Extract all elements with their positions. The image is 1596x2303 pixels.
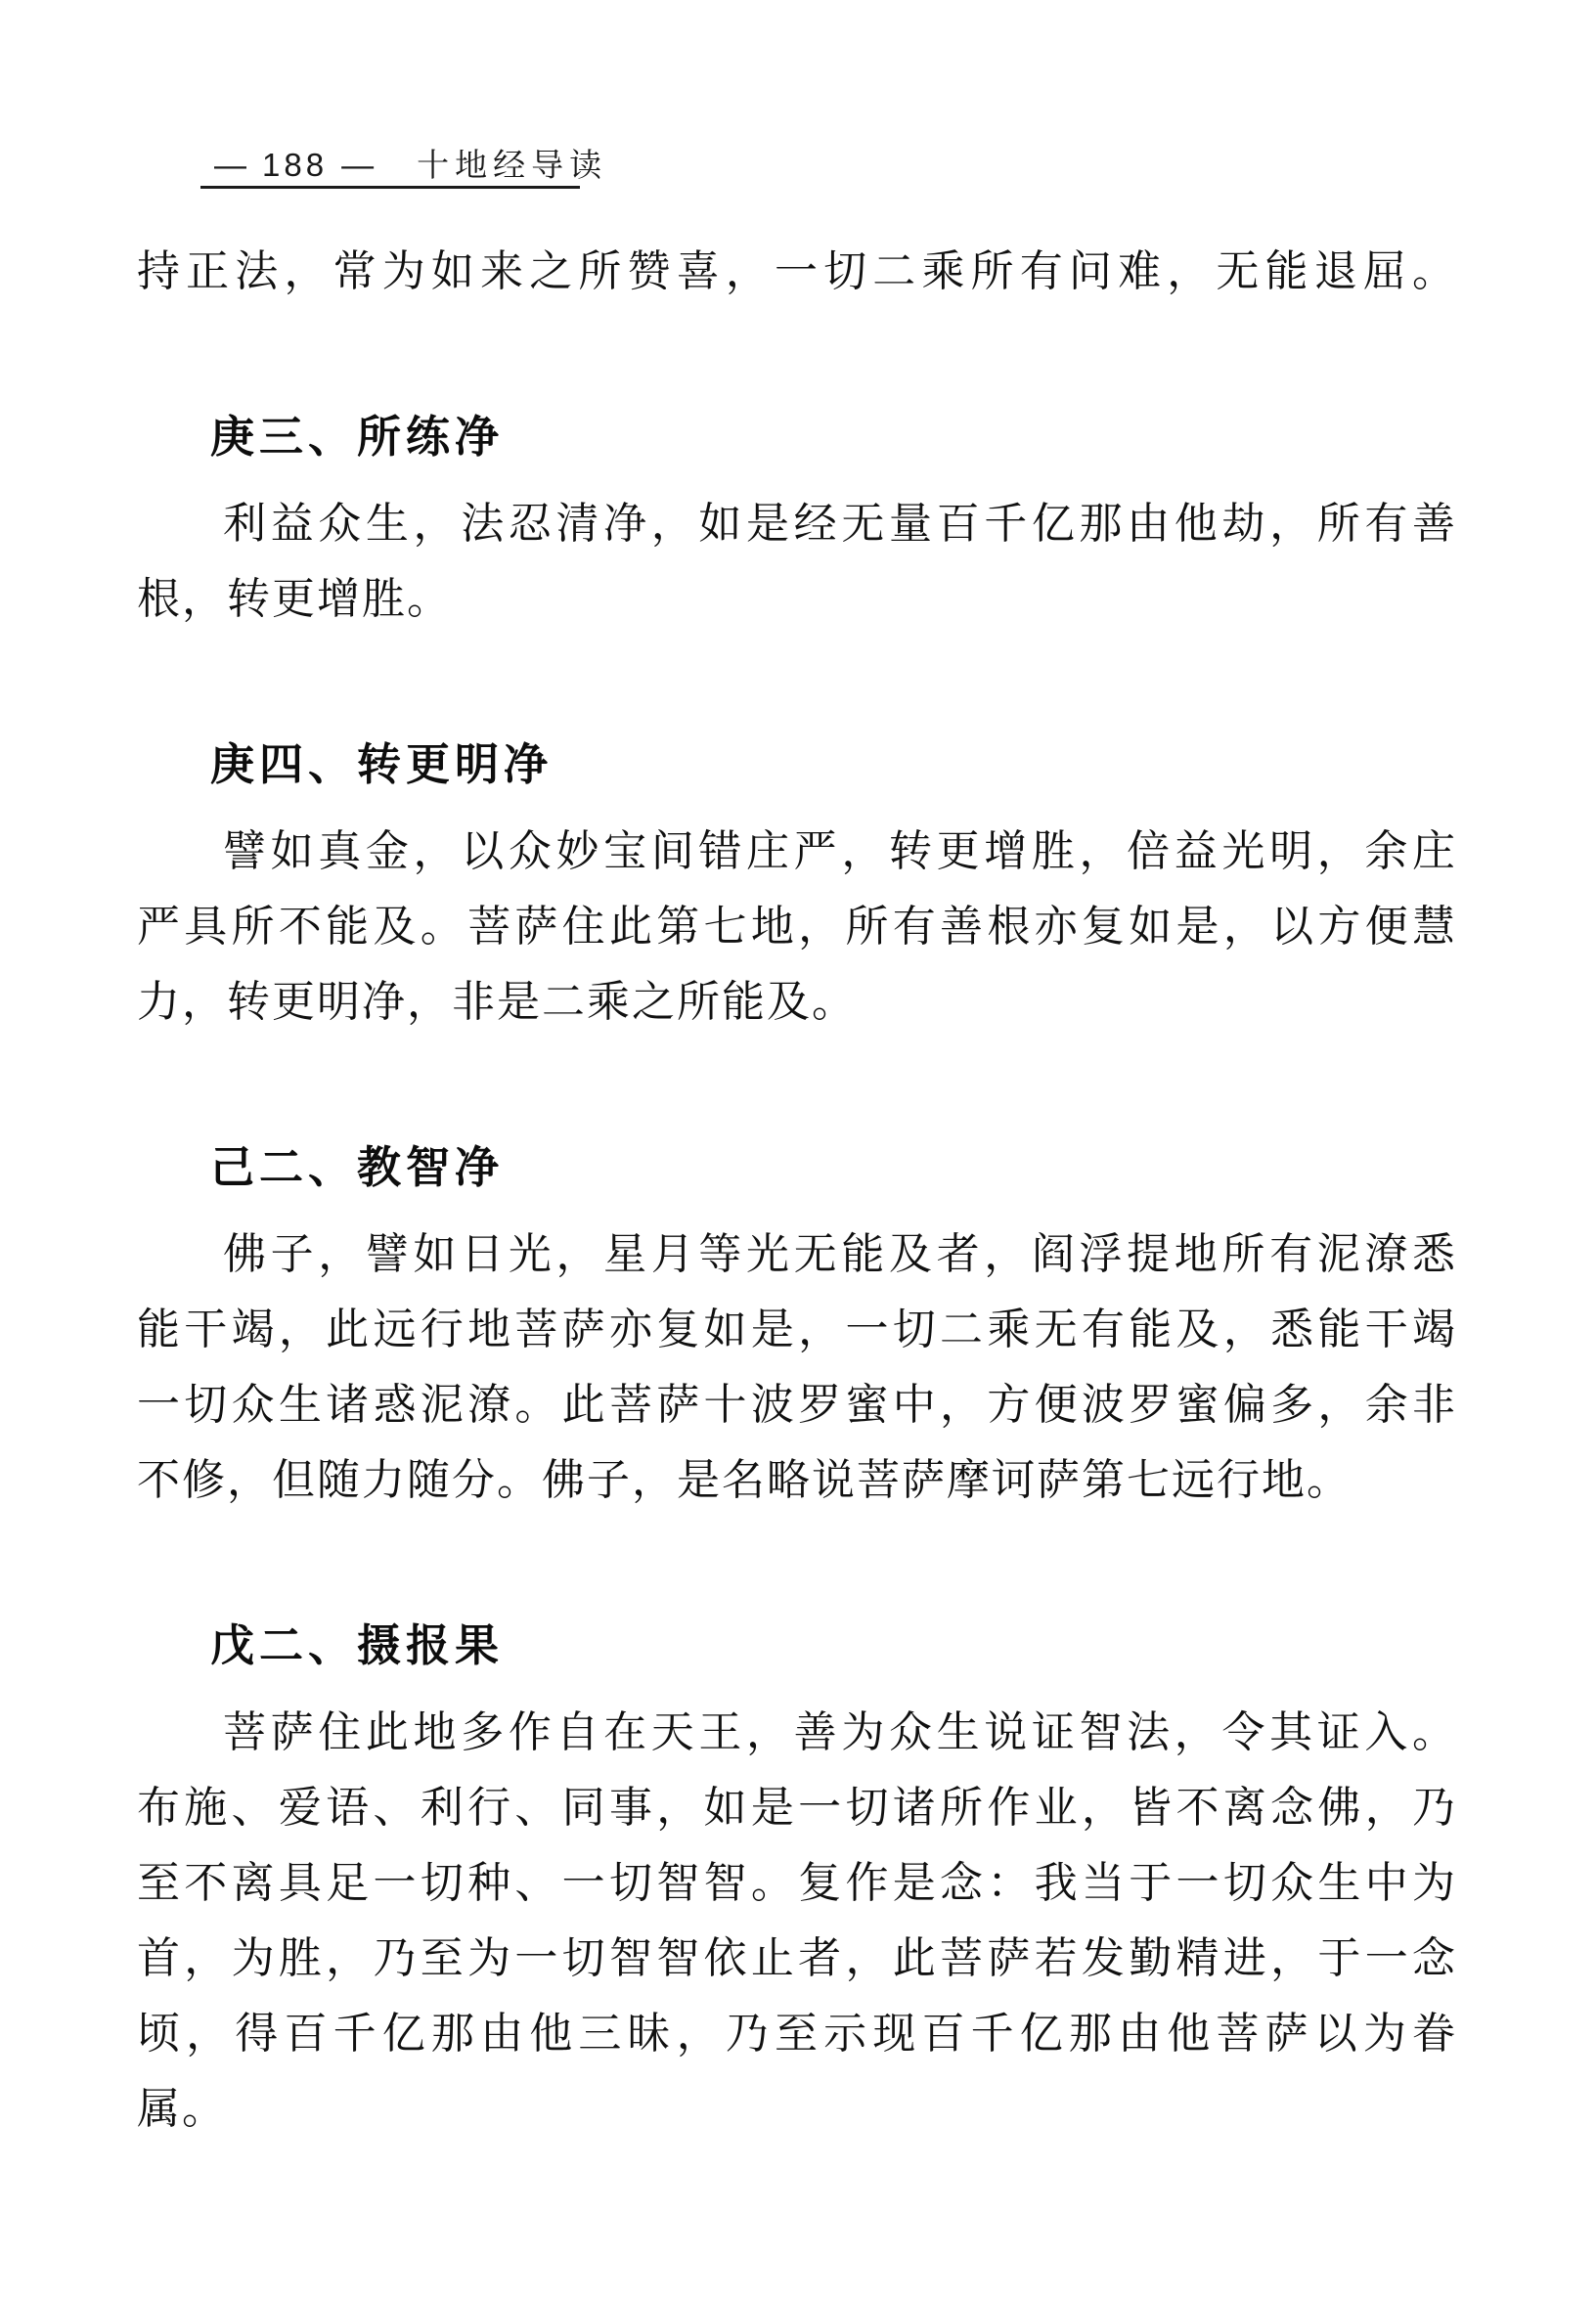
paragraph (137, 1217, 1457, 1518)
section-heading: 戊二、摄报果 (210, 1620, 505, 1670)
header-dash-left: — (214, 147, 248, 183)
body-line: 能干竭，此远行地菩萨亦复如是，一切二乘无有能及，悉能干竭 (137, 1306, 1457, 1353)
body-line: 持正法，常为如来之所赞喜，一切二乘所有问难，无能退屈。 (137, 247, 1457, 295)
body-line: 一切众生诸惑泥潦。此菩萨十波罗蜜中，方便波罗蜜偏多，余非 (137, 1381, 1457, 1429)
body-line: 严具所不能及。菩萨住此第七地，所有善根亦复如是，以方便慧 (137, 903, 1457, 951)
body-line: 力，转更明净，非是二乘之所能及。 (137, 978, 857, 1026)
paragraph (137, 814, 1457, 1040)
book-title: 十地经导读 (417, 147, 608, 183)
body-line: 佛子，譬如日光，星月等光无能及者，阎浮提地所有泥潦悉 (223, 1230, 1457, 1278)
page-number: 188 (262, 147, 329, 183)
section-heading: 庚三、所练净 (210, 412, 505, 462)
body-line: 譬如真金，以众妙宝间错庄严，转更增胜，倍益光明，余庄 (223, 827, 1457, 875)
body-line: 不修，但随力随分。佛子，是名略说菩萨摩诃萨第七远行地。 (137, 1456, 1352, 1504)
paragraph (137, 1695, 1457, 2147)
body-line: 根，转更增胜。 (137, 575, 452, 623)
body-line: 利益众生，法忍清净，如是经无量百千亿那由他劫，所有善 (223, 500, 1457, 548)
running-header (200, 140, 607, 186)
paragraph (137, 486, 1457, 637)
body-line: 布施、爱语、利行、同事，如是一切诸所作业，皆不离念佛，乃 (137, 1784, 1457, 1832)
page-content (137, 234, 1457, 2147)
body-line: 顷，得百千亿那由他三昧，乃至示现百千亿那由他菩萨以为眷 (137, 2010, 1457, 2058)
body-line: 至不离具足一切种、一切智智。复作是念：我当于一切众生中为 (137, 1859, 1457, 1907)
body-line: 菩萨住此地多作自在天王，善为众生说证智法，令其证入。 (223, 1708, 1457, 1756)
paragraph (137, 234, 1457, 309)
section-heading: 庚四、转更明净 (210, 739, 554, 789)
section-heading: 己二、教智净 (210, 1142, 505, 1192)
header-rule (200, 186, 580, 189)
body-line: 属。 (137, 2085, 227, 2133)
header-dash-right: — (341, 147, 377, 183)
body-line: 首，为胜，乃至为一切智智依止者，此菩萨若发勤精进，于一念 (137, 1934, 1457, 1982)
